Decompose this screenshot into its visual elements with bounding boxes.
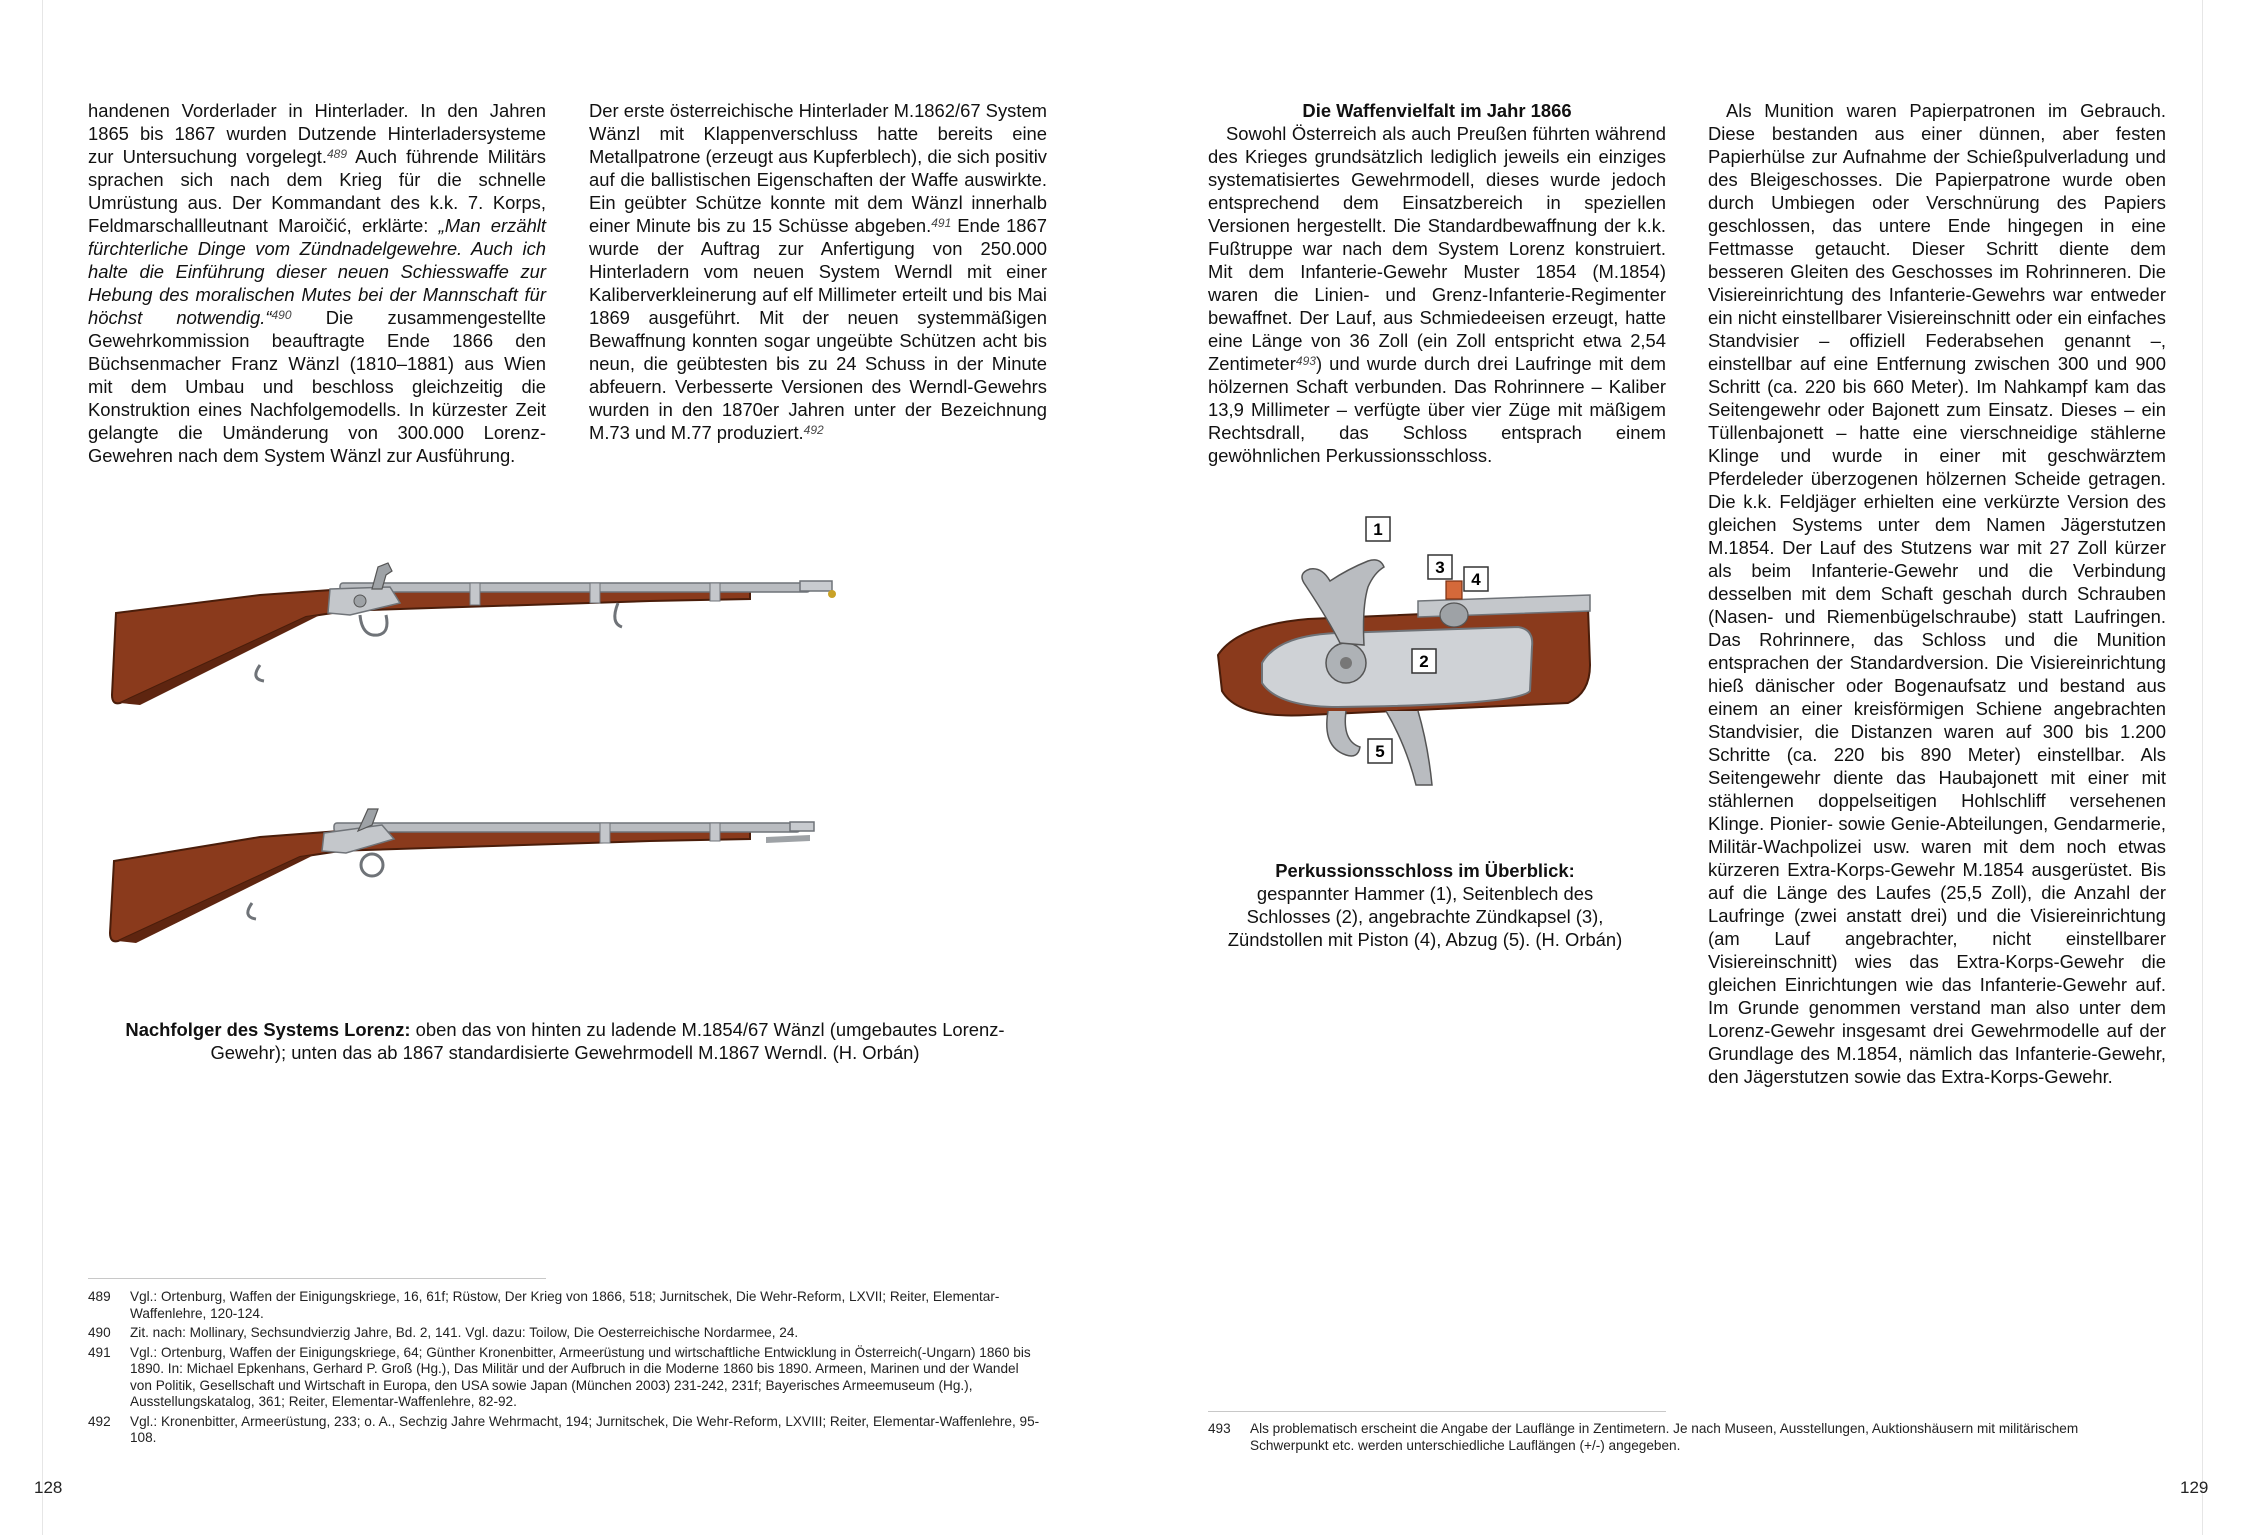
footnote-number: 492	[88, 1413, 111, 1429]
footnote-ref[interactable]: 489	[326, 147, 348, 161]
right-page	[1122, 0, 2244, 1535]
footnote-ref[interactable]: 490	[271, 308, 292, 322]
footnotes-left	[88, 1289, 1043, 1450]
lock-label-1	[1366, 517, 1390, 541]
footnote-number: 489	[88, 1289, 111, 1304]
footnote-text: Vgl.: Ortenburg, Waffen der Einigungskriege, 16, 61f; Rüstow, Der Krieg von 1866, 518; Jurnitschek, Die Wehr-Reform, LXVII; Reiter, Elementar-Waffenlehre, 120-124.	[130, 1289, 1000, 1321]
text-segment: Auch führende Militärs sprachen sich nach dem Krieg für die schnelle Umrüstung aus. Der Kommandant des k.k. 7. Korps, Feldmarschallleutnant Maroičić, erklärte:	[88, 146, 546, 236]
footnote-ref[interactable]: 493	[1295, 354, 1316, 368]
left-column-2	[589, 99, 1047, 444]
text-segment: Der erste österreichische Hinterlader M.1862/67 System Wänzl mit Klappenverschluss hatte bereits eine Metallpatrone (erzeugt aus Kupferblech), die sich positiv auf die ballistischen Eigenschaften der Waffe auswirkte. Ein geübter Schütze konnte mit dem Wänzl innerhalb einer Minute bis zu 15 Schüsse abgeben.	[589, 100, 1047, 236]
caption-title: Nachfolger des Systems Lorenz:	[125, 1019, 411, 1040]
caption-title: Perkussionsschloss im Überblick:	[1275, 860, 1575, 881]
lock-label-4	[1464, 567, 1488, 591]
footnote-item	[88, 1325, 1043, 1342]
caption-text: gespannter Hammer (1), Seitenblech des Schlosses (2), angebrachte Zündkapsel (3), Zündstollen mit Piston (4), Abzug (5). (H. Orbán)	[1227, 883, 1623, 950]
rifle-wanzl-illustration	[110, 555, 1030, 715]
footnote-item	[88, 1414, 1043, 1447]
footnote-text: Vgl.: Ortenburg, Waffen der Einigungskriege, 64; Günther Kronenbitter, Armeerüstung und wirtschaftliche Entwicklung in Österreich(-Ungarn) 1860 bis 1890. In: Michael Epkenhans, Gerhard P. Groß (Hg.), Das Militär und der Aufbruch in die Moderne 1860 bis 1890. Armeen, Marinen und der Wandel von Politik, Gesellschaft und Wirtschaft in Europa, den USA sowie Japan (München 2003) 231-242, 231f; Bayerisches Armeemuseum (Hg.), Ausstellungskatalog, 361; Reiter, Elementar-Waffenlehre, 82-92.	[130, 1344, 1031, 1409]
footnote-rule	[1208, 1411, 1666, 1412]
footnote-rule	[88, 1278, 546, 1279]
rifle-werndl-illustration	[110, 795, 1030, 955]
footnote-item	[88, 1289, 1043, 1322]
text-segment: ) und wurde durch drei Laufringe mit dem hölzernen Schaft verbunden. Das Rohrinnere – Kaliber 13,9 Millimeter – verfügte über vier Züge mit mäßigem Rechtsdrall, das Schloss entsprach einem gewöhnlichen Perkussionsschloss.	[1208, 353, 1666, 466]
lock-label-3	[1428, 555, 1452, 579]
footnote-item	[1208, 1421, 2128, 1454]
footnote-number: 493	[1208, 1421, 1231, 1436]
percussion-lock-illustration	[1218, 515, 1598, 805]
quote-italic: „Man erzählt fürchterliche Dinge vom Zündnadelgewehre. Auch ich halte die Einführung dieser neuen Schiesswaffe zur Hebung des moralischen Mutes bei der Mannschaft für höchst notwendig.“	[88, 215, 546, 328]
caption-text: oben das von hinten zu ladende M.1854/67 Wänzl (umgebautes Lorenz-Gewehr); unten das ab 1867 standardisierte Gewehrmodell M.1867 Werndl. (H. Orbán)	[210, 1019, 1005, 1063]
footnote-text: Vgl.: Kronenbitter, Armeerüstung, 233; o. A., Sechzig Jahre Wehrmacht, 194; Jurnitschek, Die Wehr-Reform, LXVIII; Reiter, Elementar-Waffenlehre, 95-108.	[130, 1413, 1040, 1445]
page-number: 128	[34, 1478, 63, 1497]
lock-caption	[1220, 859, 1630, 951]
rifles-caption	[100, 1018, 1030, 1064]
page-number: 129	[2180, 1478, 2209, 1497]
lock-label-3-text: 3	[1435, 558, 1445, 577]
right-column-1	[1208, 99, 1666, 467]
footnote-text: Als problematisch erscheint die Angabe der Lauflänge in Zentimetern. Je nach Museen, Ausstellungen, Auktionshäusern mit militärischem Schwerpunkt etc. werden unterschiedliche Lauflängen (+/-) angegeben.	[1250, 1421, 2079, 1453]
page-edge	[2202, 0, 2203, 1535]
footnotes-right	[1208, 1421, 2128, 1457]
lock-label-1-text: 1	[1373, 520, 1383, 539]
left-column-1	[88, 99, 546, 467]
lock-label-2-text: 2	[1419, 652, 1429, 671]
footnote-number: 490	[88, 1325, 111, 1340]
footnote-ref[interactable]: 492	[803, 423, 824, 437]
text-segment: Sowohl Österreich als auch Preußen führten während des Krieges grundsätzlich lediglich jeweils ein einziges systematisiertes Gewehrmodell, dieses wurde jedoch entsprechend dem Einsatzbereich in speziellen Versionen hergestellt. Die Standardbewaffnung der k.k. Fußtruppe war nach dem System Lorenz konstruiert. Mit dem Infanterie-Gewehr Muster 1854 (M.1854) waren die Linien- und Grenz-Infanterie-Regimenter bewaffnet. Der Lauf, aus Schmiedeeisen erzeugt, hatte eine Länge von 36 Zoll (ein Zoll entspricht etwa 2,54 Zentimeter	[1208, 123, 1666, 374]
lock-label-5	[1368, 739, 1392, 763]
lock-label-4-text: 4	[1471, 570, 1481, 589]
page-edge	[42, 0, 43, 1535]
right-column-2	[1708, 99, 2166, 1088]
footnote-item	[88, 1345, 1043, 1411]
lock-label-5-text: 5	[1375, 742, 1385, 761]
lock-label-2	[1412, 649, 1436, 673]
footnote-text: Zit. nach: Mollinary, Sechsundvierzig Jahre, Bd. 2, 141. Vgl. dazu: Toilow, Die Oesterreichische Nordarmee, 24.	[130, 1325, 799, 1340]
text-segment: handenen Vorderlader in Hinterlader. In den Jahren 1865 bis 1867 wurden Dutzende Hinterladersysteme zur Untersuchung vorgelegt.	[88, 100, 546, 167]
body-text: Als Munition waren Papierpatronen im Gebrauch. Diese bestanden aus einer dünnen, aber festen Papierhülse zur Aufnahme der Schießpulverladung und des Bleigeschosses. Die Papierpatrone wurde oben durch Umbiegen oder Verschnürung des Papiers geschlossen, das untere Ende hingegen in eine Fettmasse getaucht. Dieser Schritt diente dem besseren Gleiten des Geschosses im Rohrinneren. Die Visiereinrichtung des Infanterie-Gewehrs war entweder ein nicht einstellbarer Visiereinschnitt oder ein einfaches Standvisier – offiziell Federabsehen genannt –, einstellbar auf eine Entfernung zwischen 300 und 900 Schritt (ca. 220 bis 660 Meter). Im Nahkampf kam das Seitengewehr oder Bajonett zum Einsatz. Dieses – ein Tüllenbajonett – hatte eine vierschneidige stählerne Klinge und wurde in einer mit geschwärztem Pferdeleder überzogenen hölzernen Scheide getragen. Die k.k. Feldjäger erhielten eine verkürzte Version des gleichen Systems unter dem Namen Jägerstutzen M.1854. Der Lauf des Stutzens war mit 27 Zoll kürzer als beim Infanterie-Gewehr und die Verbindung desselben mit dem Schaft geschah durch Schrauben (Nasen- und Riemenbügelschraube) statt Laufringen. Das Rohrinnere, das Schloss und die Munition entsprachen der Standardversion. Die Visiereinrichtung hieß dänischer oder Bogenaufsatz und bestand aus einem an einer kreisförmigen Schiene angebrachten Standvisier, die Distanzen waren auf 300 bis 1.200 Schritte (ca. 220 bis 890 Meter) einstellbar. Als Seitengewehr diente das Haubajonett mit einer mit stählernen doppelseitigen Hohlschliff versehenen Klinge. Pionier- sowie Genie-Abteilungen, Gendarmerie, Militär-Wachpolizei usw. waren mit dem noch etwas kürzeren Extra-Korps-Gewehr M.1854 ausgerüstet. Bis auf die Länge des Laufes (25,5 Zoll), die Anzahl der Laufringe (zwei anstatt drei) und die Visiereinrichtung (am Lauf angebrachter, nicht einstellbarer Visiereinschnitt) wies das Extra-Korps-Gewehr die gleichen Einrichtungen wie das Infanterie-Gewehr auf. Im Grunde genommen verstand man also unter dem Lorenz-Gewehr insgesamt drei Gewehrmodelle auf der Grundlage des M.1854, nämlich das Infanterie-Gewehr, den Jägerstutzen sowie das Extra-Korps-Gewehr.	[1708, 100, 2166, 1087]
text-segment: Die zusammengestellte Gewehrkommission beauftragte Ende 1866 den Büchsenmacher Franz Wänzl (1810–1881) aus Wien mit dem Umbau und beschloss gleichzeitig die Konstruktion eines Nachfolgemodells. In kürzester Zeit gelangte die Umänderung von 300.000 Lorenz-Gewehren nach dem System Wänzl zur Ausführung.	[88, 307, 546, 466]
text-segment: Ende 1867 wurde der Auftrag zur Anfertigung von 250.000 Hinterladern vom neuen System Werndl mit einer Kaliberverkleinerung auf elf Millimeter erteilt und bis Mai 1869 ausgeführt. Mit der neuen systemmäßigen Bewaffnung konnten sogar ungeübte Schützen acht bis neun, die geübtesten bis zu 24 Schuss in der Minute abfeuern. Verbesserte Versionen des Werndl-Gewehrs wurden in den 1870er Jahren unter der Bezeichnung M.73 und M.77 produziert.	[589, 215, 1047, 443]
footnote-ref[interactable]: 491	[931, 216, 952, 230]
section-heading: Die Waffenvielfalt im Jahr 1866	[1302, 100, 1572, 121]
footnote-number: 491	[88, 1344, 111, 1360]
